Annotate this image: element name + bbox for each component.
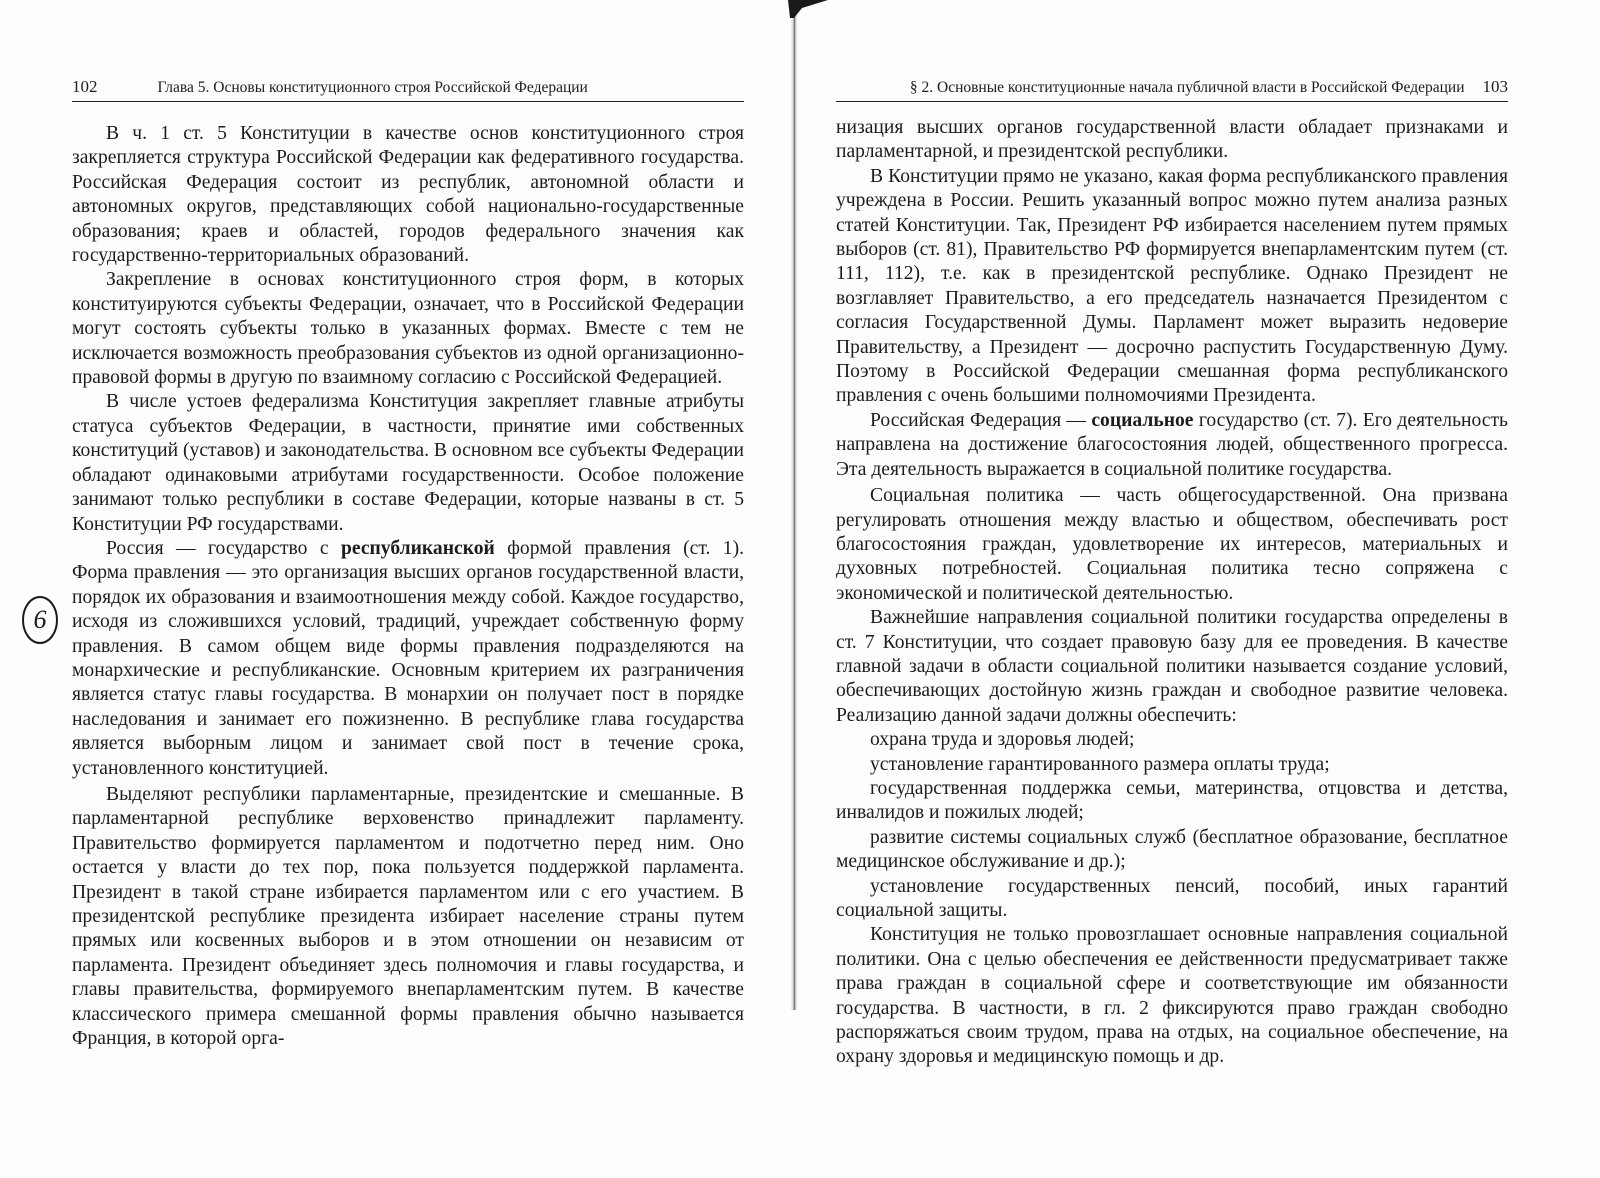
left-paragraph-4-lead: Россия — государство с (106, 537, 341, 559)
binding-shadow (788, 0, 828, 18)
left-running-head (72, 72, 744, 102)
right-paragraph-6: Конституция не только провозглашает основные направления социальной политики. Она с целью обеспечения ее действенности предусматривает также права граждан в социальной сфере и соответствующие им обязанности государства. В частности, в гл. 2 фиксируются право граждан свободно распоряжаться своим трудом, права на отдых, на социальное обеспечение, на охрану здоровья и медицинскую помощь и др. (836, 924, 1508, 1068)
right-paragraph-5: Важнейшие направления социальной политики государства определены в ст. 7 Конституции, что создает правовую базу для ее проведения. В качестве главной задачи в области социальной политики называется создание условий, обеспечивающих достойную жизнь граждан и свободное развитие человека. Реализацию данной задачи должны обеспечить: (836, 607, 1508, 726)
left-page-number: 102 (72, 77, 98, 96)
right-paragraph-3 (836, 409, 1508, 482)
left-paragraph-2: Закрепление в основах конституционного строя форм, в которых конституируются субъекты Федерации, означает, что в Российской Федерации могут состоять субъекты только в указанных формах. Вместе с тем не исключается возможность преобразования субъектов из одной организационно-правовой формы в другую по взаимному согласию с Российской Федерацией. (72, 269, 744, 389)
left-chapter-title: Глава 5. Основы конституционного строя Российской Федерации (157, 79, 588, 96)
margin-note-text: 6 (33, 605, 47, 634)
left-paragraph-5: Выделяют республики парламентарные, президентские и смешанные. В парламентарной республике верховенство принадлежит парламенту. Правительство формируется парламентом и подотчетно перед ним. Оно остается у власти до тех пор, пока пользуется поддержкой парламента. Президент в такой стране избирается парламентом или с его участием. В президентской республике президента избирает население страны путем прямых или косвенных выборов и в этом отношении он независим от парламента. Президент объединяет здесь полномочия и главы государства, и главы правительства, формируемого внепарламентским путем. В качестве классического примера смешанной формы правления обычно называется Франция, в которой орга- (72, 783, 744, 1050)
right-section-title: § 2. Основные конституционные начала публичной власти в Российской Федерации (909, 79, 1465, 96)
right-paragraph-3-lead: Российская Федерация — (870, 409, 1092, 431)
left-paragraph-1: В ч. 1 ст. 5 Конституции в качестве основ конституционного строя закрепляется структура Российской Федерации как федеративного государства. Российская Федерация состоит из республик, автономной области и автономных округов, представляющих собой национально-государственные образования; краев и областей, городов федерального значения как государственно-территориальных образований. (72, 123, 744, 267)
left-page (72, 0, 744, 1178)
left-paragraph-4 (72, 537, 744, 781)
list-item: государственная поддержка семьи, материнства, отцовства и детства, инвалидов и пожилых людей; (836, 777, 1508, 824)
left-paragraph-3: В числе устоев федерализма Конституция закрепляет главные атрибуты статуса субъектов Федерации, в частности, принятие ими собственных конституций (уставов) и законодательства. В основном все субъекты Федерации обладают одинаковыми атрибутами государственности. Особое положение занимают только республики в составе Федерации, которые названы в ст. 5 Конституции РФ государствами. (72, 391, 744, 535)
book-gutter (790, 0, 798, 1010)
list-item: установление гарантированного размера оплаты труда; (870, 753, 1330, 775)
right-paragraph-2: В Конституции прямо не указано, какая форма республиканского правления учреждена в России. Решить указанный вопрос можно путем анализа разных статей Конституции. Так, Президент РФ избирается населением путем прямых выборов (ст. 81), Правительство РФ формируется внепарламентским путем (ст. 111, 112), т.е. как в президентской республике. Однако Президент не возглавляет Правительство, а его председатель назначается Президентом с согласия Государственной Думы. Парламент может выразить недоверие Правительству, а Президент — досрочно распустить Государственную Думу. Поэтому в Российской Федерации смешанная форма республиканского правления с очень большими полномочиями Президента. (836, 165, 1508, 407)
right-body-text (836, 116, 1508, 1070)
right-paragraph-3-bold-term: социальное (1091, 409, 1194, 431)
left-paragraph-4-bold-term: республиканской (340, 537, 495, 559)
left-paragraph-4-rest: формой правления (ст. 1). Форма правления — это организация высших органов государственной власти, порядок их образования и взаимоотношения между собой. Каждое государство, исходя из сложившихся условий, традиций, учреждает собственную форму правления. В самом общем виде формы правления подразделяются на монархические и республиканские. Основным критерием их разграничения является статус главы государства. В монархии он получает пост в порядке наследования и занимает его пожизненно. В республике глава государства является выборным лицом и занимает свой пост в течение срока, установленного конституцией. (72, 537, 744, 779)
list-item: развитие системы социальных служб (бесплатное образование, бесплатное медицинское обслуживание и др.); (836, 826, 1508, 873)
right-paragraph-3-rest: государство (ст. 7). Его деятельность направлена на достижение благосостояния людей, общественного прогресса. Эта деятельность выражается в социальной политике государства. (836, 409, 1508, 480)
left-body-text (72, 122, 744, 1051)
right-page (836, 0, 1508, 1178)
handwritten-circled-number (18, 592, 64, 646)
right-page-number: 103 (1482, 77, 1508, 96)
list-item: охрана труда и здоровья людей; (870, 729, 1135, 751)
list-item: установление государственных пенсий, пособий, иных гарантий социальной защиты. (836, 875, 1508, 921)
right-running-head (836, 72, 1508, 102)
right-paragraph-1: низация высших органов государственной власти обладает признаками и парламентарной, и президентской республики. (836, 117, 1508, 163)
right-paragraph-4: Социальная политика — часть общегосударственной. Она призвана регулировать отношения между властью и обществом, обеспечивать рост благосостояния граждан, удовлетворение их интересов, материальных и духовных потребностей. Социальная политика тесно сопряжена с экономической и политической деятельностью. (836, 485, 1508, 604)
